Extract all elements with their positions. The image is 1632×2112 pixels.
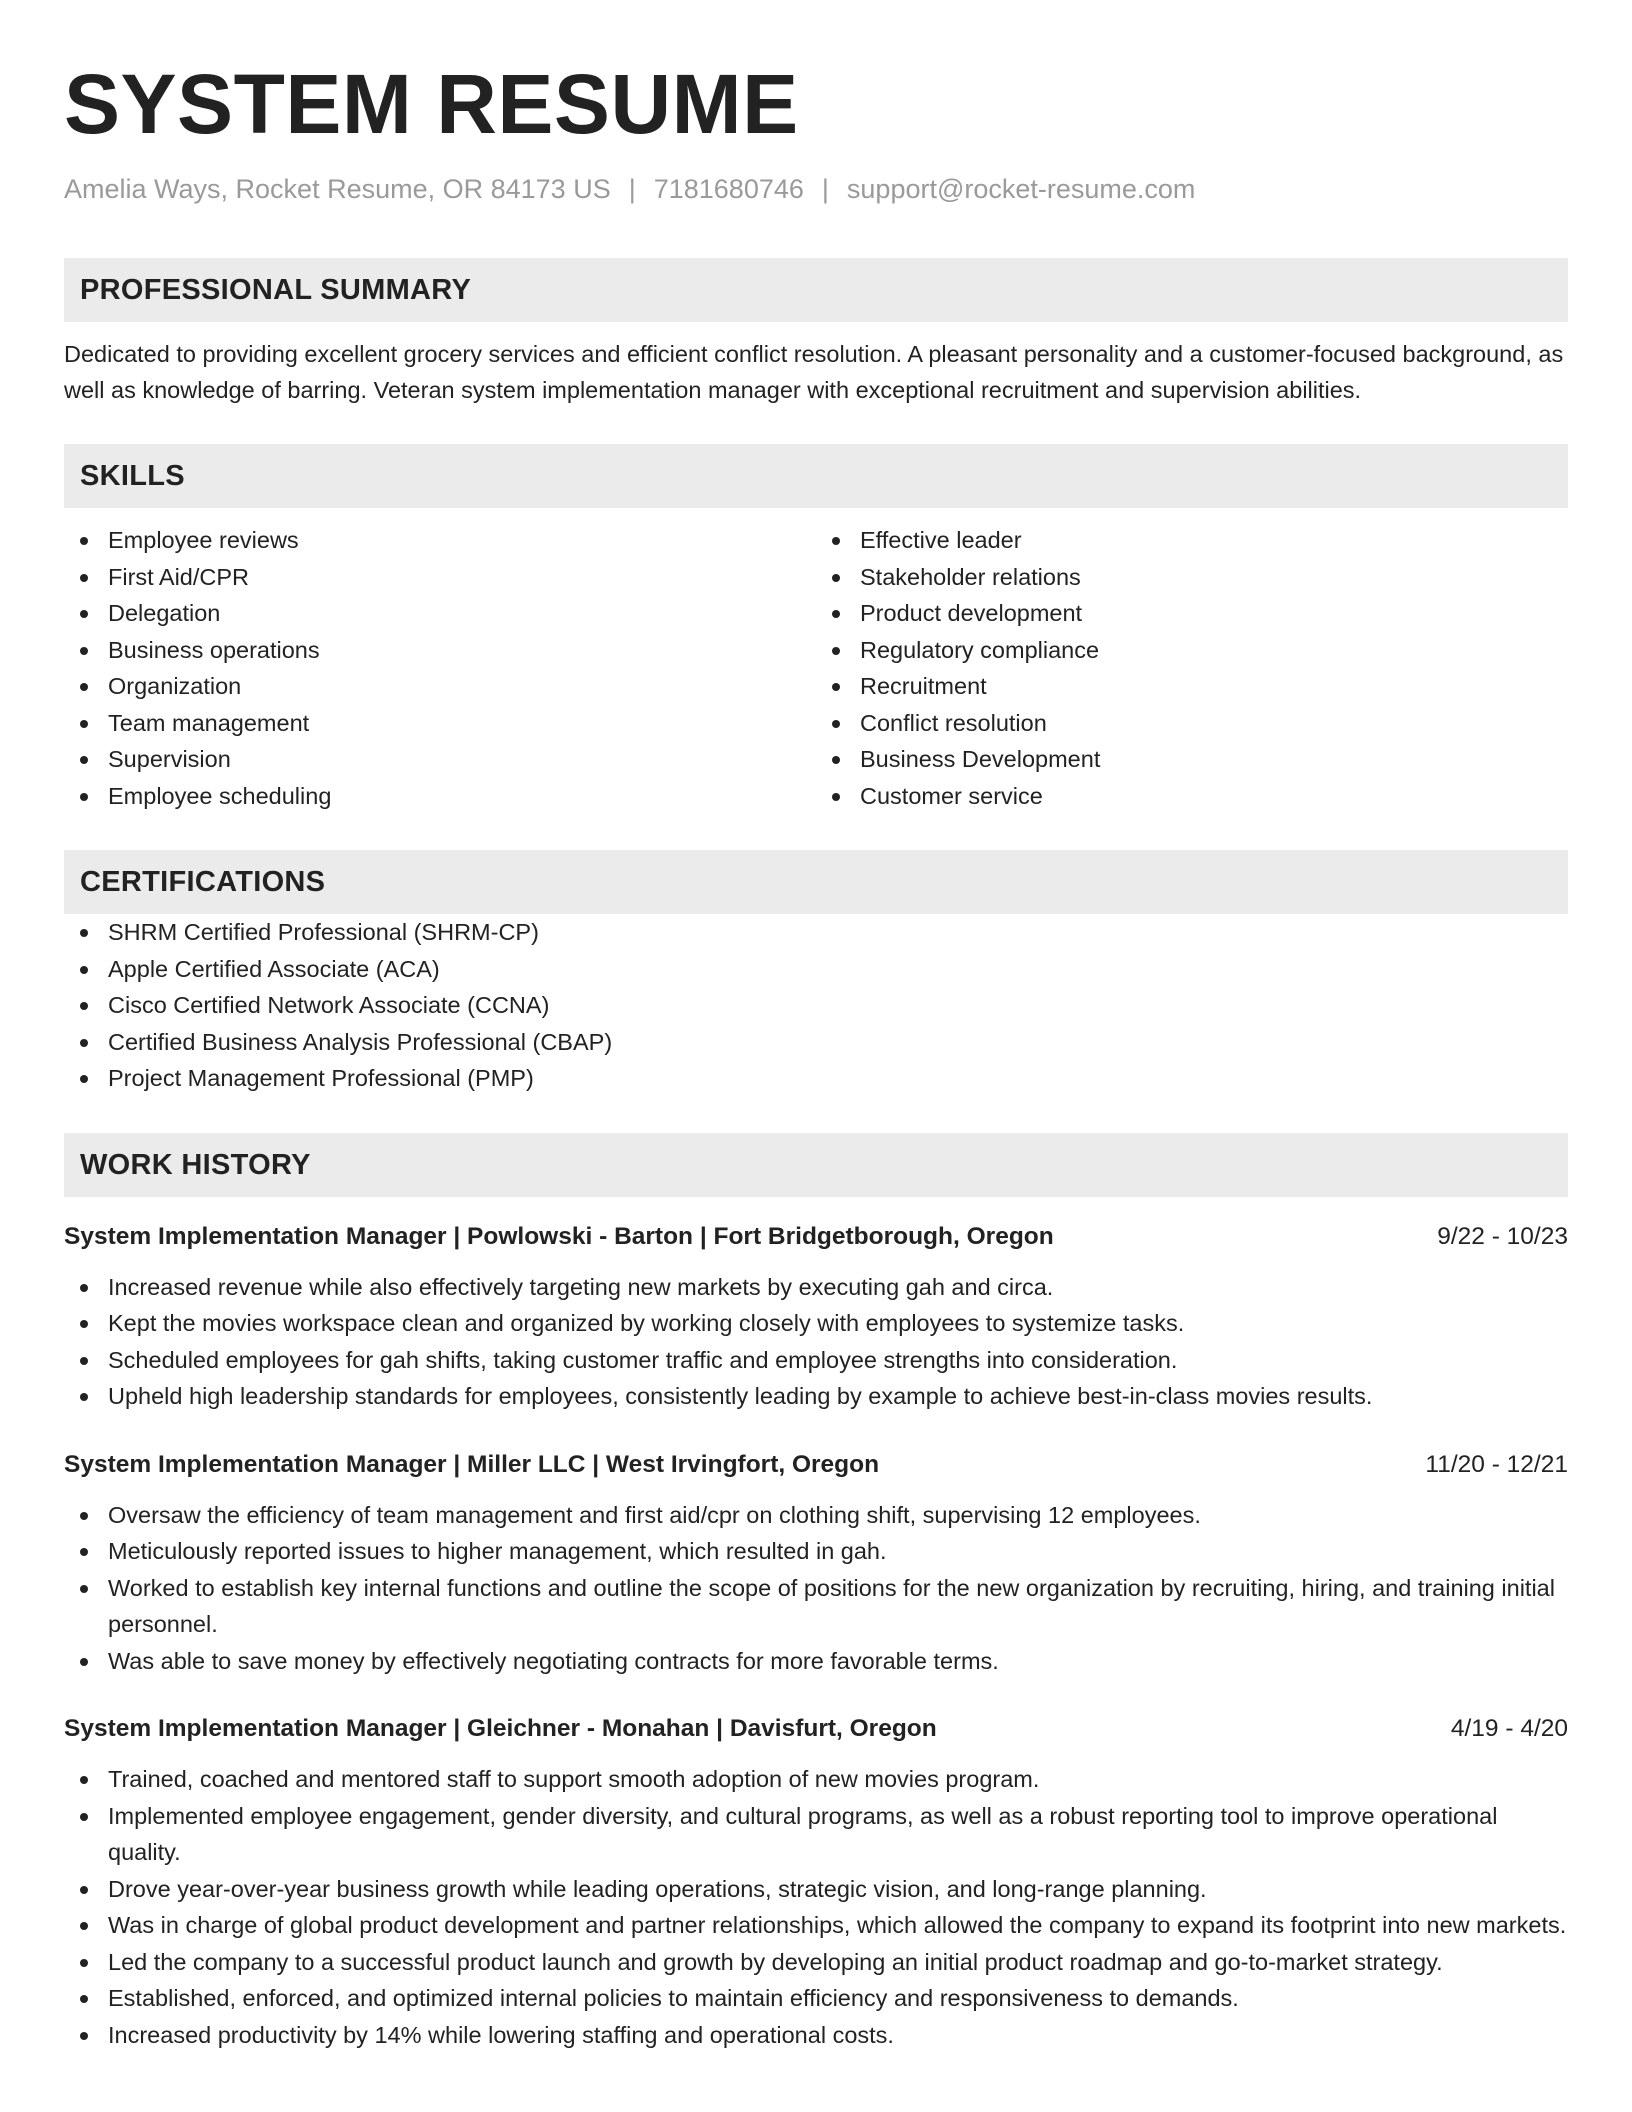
- skill-item: Product development: [816, 595, 1568, 632]
- job-entry: [64, 1447, 1568, 1680]
- skill-item: Business operations: [64, 632, 816, 669]
- skill-item: Supervision: [64, 741, 816, 778]
- job-header: [64, 1219, 1568, 1255]
- job-bullet: Was in charge of global product development and partner relationships, which allowed the company to expand its footprint into new markets.: [64, 1907, 1568, 1944]
- certification-item: Cisco Certified Network Associate (CCNA): [64, 987, 1568, 1024]
- summary-section: [64, 258, 1568, 408]
- certifications-section: [64, 850, 1568, 1097]
- skills-right-list: [816, 522, 1568, 814]
- job-title: System Implementation Manager | Powlowski - Barton | Fort Bridgetborough, Oregon: [64, 1222, 1054, 1250]
- job-dates: 11/20 - 12/21: [1425, 1450, 1568, 1478]
- contact-separator: |: [821, 174, 829, 204]
- job-bullet: Increased productivity by 14% while lowering staffing and operational costs.: [64, 2017, 1568, 2054]
- job-bullet: Established, enforced, and optimized internal policies to maintain efficiency and responsiveness to demands.: [64, 1980, 1568, 2017]
- certification-item: SHRM Certified Professional (SHRM-CP): [64, 914, 1568, 951]
- skills-left-list: [64, 522, 816, 814]
- job-bullets: [64, 1269, 1568, 1415]
- skills-grid: [64, 522, 1568, 814]
- job-bullets: [64, 1497, 1568, 1680]
- skill-item: Recruitment: [816, 668, 1568, 705]
- job-bullet: Increased revenue while also effectively targeting new markets by executing gah and circa.: [64, 1269, 1568, 1306]
- job-bullet: Trained, coached and mentored staff to support smooth adoption of new movies program.: [64, 1761, 1568, 1798]
- skills-heading: SKILLS: [64, 444, 1568, 508]
- summary-text: Dedicated to providing excellent grocery services and efficient conflict resolution. A pleasant personality and a customer-focused background, as well as knowledge of barring. Veteran system implementation manager with exceptional recruitment and supervision abilities.: [64, 341, 1564, 403]
- job-bullet: Meticulously reported issues to higher management, which resulted in gah.: [64, 1533, 1568, 1570]
- contact-phone: 7181680746: [653, 174, 804, 204]
- job-bullet: Worked to establish key internal functions and outline the scope of positions for the new organization by recruiting, hiring, and training initial personnel.: [64, 1570, 1568, 1643]
- certification-item: Project Management Professional (PMP): [64, 1060, 1568, 1097]
- skill-item: Stakeholder relations: [816, 559, 1568, 596]
- skill-item: First Aid/CPR: [64, 559, 816, 596]
- skill-item: Conflict resolution: [816, 705, 1568, 742]
- job-entry: [64, 1219, 1568, 1415]
- job-title: System Implementation Manager | Gleichner - Monahan | Davisfurt, Oregon: [64, 1715, 937, 1742]
- skill-item: Delegation: [64, 595, 816, 632]
- work-history-section: [64, 1133, 1568, 2054]
- job-bullets: [64, 1761, 1568, 2053]
- job-bullet: Kept the movies workspace clean and organized by working closely with employees to systemize tasks.: [64, 1305, 1568, 1342]
- skill-item: Business Development: [816, 741, 1568, 778]
- job-bullet: Was able to save money by effectively negotiating contracts for more favorable terms.: [64, 1643, 1568, 1680]
- work-history-heading: WORK HISTORY: [64, 1133, 1568, 1197]
- skill-item: Customer service: [816, 778, 1568, 815]
- job-bullet: Drove year-over-year business growth while leading operations, strategic vision, and long-range planning.: [64, 1871, 1568, 1908]
- job-bullet: Led the company to a successful product launch and growth by developing an initial product roadmap and go-to-market strategy.: [64, 1944, 1568, 1981]
- job-title: System Implementation Manager | Miller LLC | West Irvingfort, Oregon: [64, 1450, 880, 1478]
- certification-item: Certified Business Analysis Professional (CBAP): [64, 1024, 1568, 1061]
- contact-separator: |: [628, 174, 636, 204]
- job-bullet: Implemented employee engagement, gender diversity, and cultural programs, as well as a robust reporting tool to improve operational quality.: [64, 1798, 1568, 1871]
- skill-item: Regulatory compliance: [816, 632, 1568, 669]
- contact-address: Amelia Ways, Rocket Resume, OR 84173 US: [64, 174, 611, 204]
- job-header: [64, 1447, 1568, 1483]
- job-entry: [64, 1711, 1568, 2053]
- skill-item: Team management: [64, 705, 816, 742]
- job-bullet: Scheduled employees for gah shifts, taking customer traffic and employee strengths into consideration.: [64, 1342, 1568, 1379]
- job-bullet: Upheld high leadership standards for employees, consistently leading by example to achieve best-in-class movies results.: [64, 1378, 1568, 1415]
- skills-section: [64, 444, 1568, 814]
- job-dates: 9/22 - 10/23: [1437, 1222, 1568, 1250]
- certification-item: Apple Certified Associate (ACA): [64, 951, 1568, 988]
- contact-line: [64, 172, 1568, 206]
- contact-email: support@rocket-resume.com: [846, 174, 1196, 204]
- job-header: [64, 1711, 1568, 1747]
- certifications-list: [64, 914, 1568, 1097]
- resume-title: SYSTEM RESUME: [64, 57, 799, 151]
- skill-item: Employee scheduling: [64, 778, 816, 815]
- skill-item: Employee reviews: [64, 522, 816, 559]
- skill-item: Effective leader: [816, 522, 1568, 559]
- job-bullet: Oversaw the efficiency of team management and first aid/cpr on clothing shift, supervising 12 employees.: [64, 1497, 1568, 1534]
- certifications-heading: CERTIFICATIONS: [64, 850, 1568, 914]
- job-dates: 4/19 - 4/20: [1450, 1715, 1568, 1742]
- summary-heading: PROFESSIONAL SUMMARY: [64, 258, 1568, 322]
- skill-item: Organization: [64, 668, 816, 705]
